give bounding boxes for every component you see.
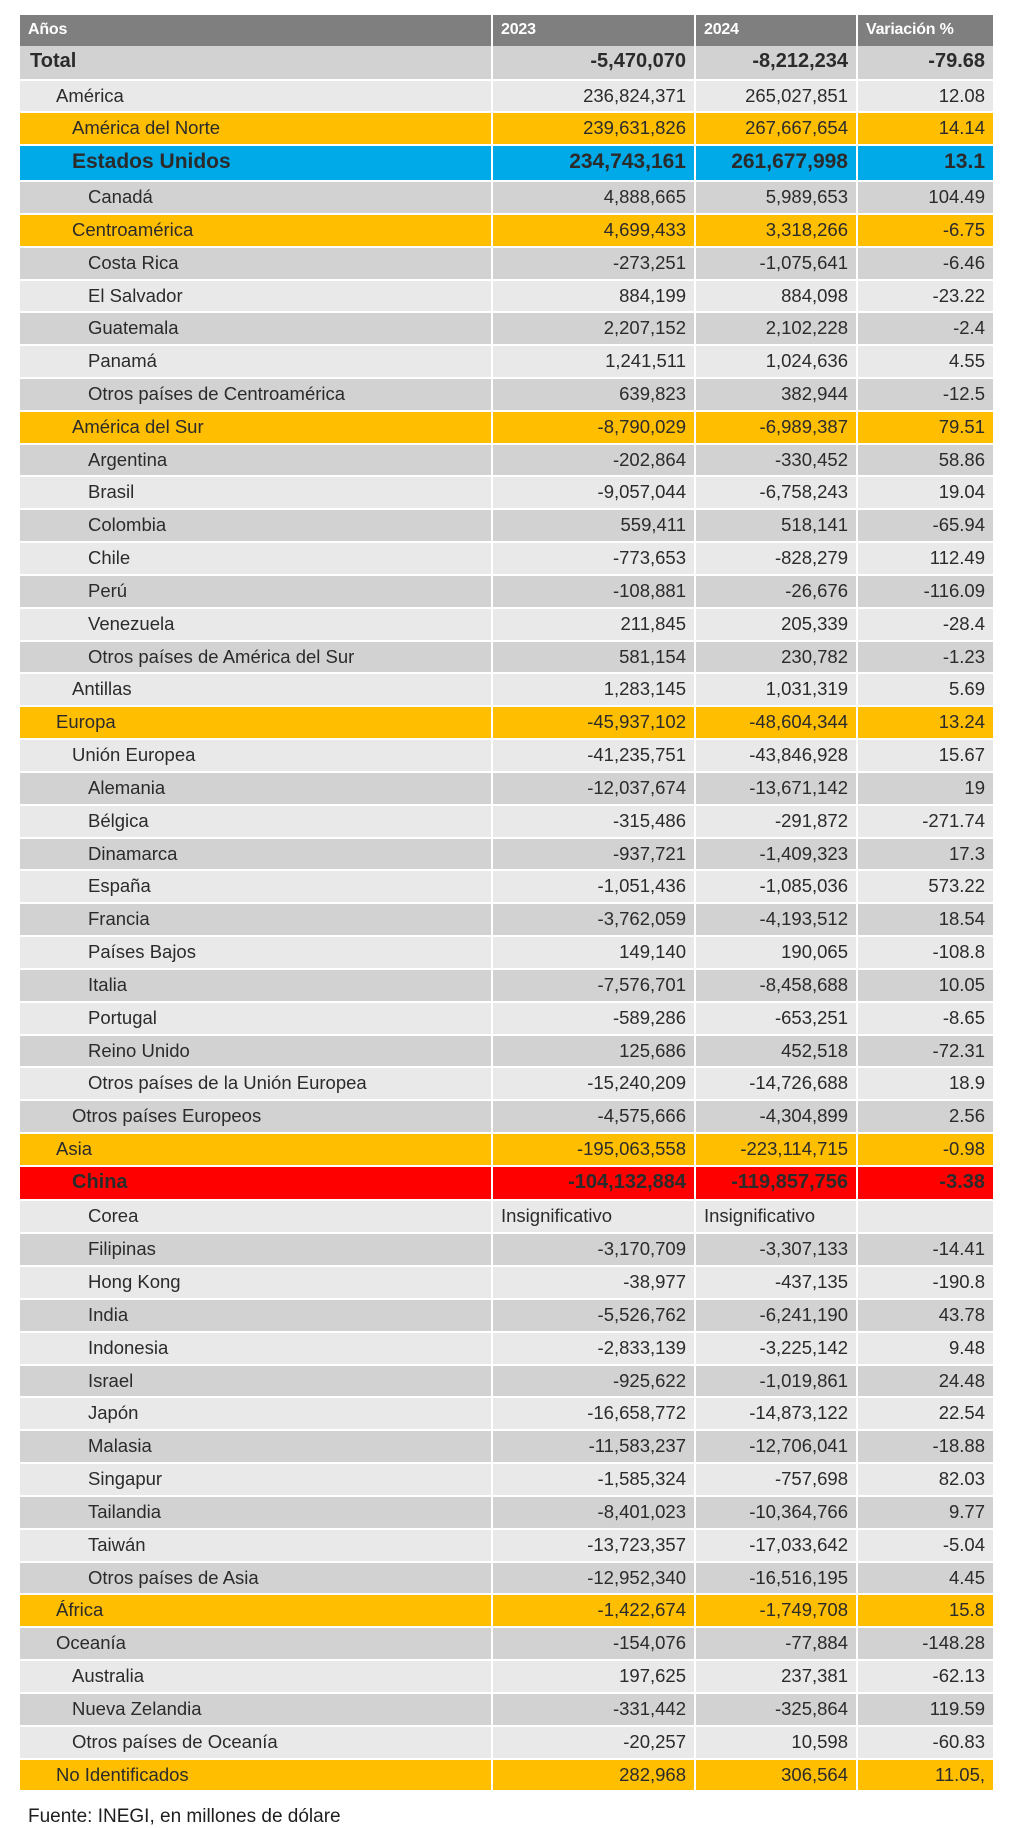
row-label: Centroamérica bbox=[20, 214, 492, 247]
row-label: Hong Kong bbox=[20, 1266, 492, 1299]
cell-y2024: -3,307,133 bbox=[695, 1233, 857, 1266]
cell-y2023: 559,411 bbox=[492, 509, 695, 542]
cell-variacion: 15.8 bbox=[857, 1594, 993, 1627]
cell-variacion: 11.05, bbox=[857, 1759, 993, 1792]
row-label: Reino Unido bbox=[20, 1035, 492, 1068]
cell-variacion: -271.74 bbox=[857, 805, 993, 838]
cell-y2023: -20,257 bbox=[492, 1726, 695, 1759]
row-label: África bbox=[20, 1594, 492, 1627]
cell-variacion: 18.54 bbox=[857, 903, 993, 936]
table-row bbox=[20, 1332, 993, 1365]
cell-y2024: -1,019,861 bbox=[695, 1365, 857, 1398]
cell-variacion: 4.45 bbox=[857, 1562, 993, 1595]
cell-y2024: 190,065 bbox=[695, 936, 857, 969]
row-label: Otros países de la Unión Europea bbox=[20, 1067, 492, 1100]
cell-variacion: -6.46 bbox=[857, 247, 993, 280]
cell-y2023: 149,140 bbox=[492, 936, 695, 969]
cell-variacion: 43.78 bbox=[857, 1299, 993, 1332]
table-row bbox=[20, 378, 993, 411]
cell-variacion: 19.04 bbox=[857, 476, 993, 509]
cell-y2024: -14,726,688 bbox=[695, 1067, 857, 1100]
cell-y2023: -7,576,701 bbox=[492, 969, 695, 1002]
cell-y2023: -1,051,436 bbox=[492, 870, 695, 903]
cell-y2023: -16,658,772 bbox=[492, 1397, 695, 1430]
row-label: Japón bbox=[20, 1397, 492, 1430]
table-row bbox=[20, 80, 993, 113]
table-row bbox=[20, 1200, 993, 1233]
cell-variacion: 119.59 bbox=[857, 1693, 993, 1726]
cell-variacion: 82.03 bbox=[857, 1463, 993, 1496]
cell-variacion: -116.09 bbox=[857, 575, 993, 608]
row-label: Australia bbox=[20, 1660, 492, 1693]
cell-y2023: 239,631,826 bbox=[492, 112, 695, 145]
cell-variacion: -72.31 bbox=[857, 1035, 993, 1068]
cell-variacion: -14.41 bbox=[857, 1233, 993, 1266]
cell-variacion: 79.51 bbox=[857, 411, 993, 444]
table-row bbox=[20, 1233, 993, 1266]
cell-y2023: -3,762,059 bbox=[492, 903, 695, 936]
cell-y2024: 518,141 bbox=[695, 509, 857, 542]
cell-y2024: 267,667,654 bbox=[695, 112, 857, 145]
cell-y2023: -11,583,237 bbox=[492, 1430, 695, 1463]
cell-y2024: -330,452 bbox=[695, 444, 857, 477]
cell-y2023: -925,622 bbox=[492, 1365, 695, 1398]
cell-y2024: -14,873,122 bbox=[695, 1397, 857, 1430]
cell-variacion: 104.49 bbox=[857, 181, 993, 214]
cell-y2024: -8,212,234 bbox=[695, 46, 857, 80]
cell-y2024: 2,102,228 bbox=[695, 312, 857, 345]
cell-y2024: 1,024,636 bbox=[695, 345, 857, 378]
cell-y2023: 211,845 bbox=[492, 608, 695, 641]
cell-y2023: -5,470,070 bbox=[492, 46, 695, 80]
cell-y2024: 306,564 bbox=[695, 1759, 857, 1792]
table-row bbox=[20, 345, 993, 378]
row-label: Nueva Zelandia bbox=[20, 1693, 492, 1726]
table-row bbox=[20, 1133, 993, 1166]
cell-y2024: 237,381 bbox=[695, 1660, 857, 1693]
table-row bbox=[20, 805, 993, 838]
row-label: Europa bbox=[20, 706, 492, 739]
cell-variacion: 15.67 bbox=[857, 739, 993, 772]
row-label: España bbox=[20, 870, 492, 903]
cell-y2023: 197,625 bbox=[492, 1660, 695, 1693]
cell-variacion: 573.22 bbox=[857, 870, 993, 903]
row-label: Portugal bbox=[20, 1002, 492, 1035]
table-row bbox=[20, 1693, 993, 1726]
table-row bbox=[20, 1100, 993, 1133]
cell-y2024: -10,364,766 bbox=[695, 1496, 857, 1529]
row-label: Panamá bbox=[20, 345, 492, 378]
row-label: América del Sur bbox=[20, 411, 492, 444]
table-row bbox=[20, 575, 993, 608]
cell-y2023: -154,076 bbox=[492, 1627, 695, 1660]
cell-y2023: -15,240,209 bbox=[492, 1067, 695, 1100]
table-row bbox=[20, 969, 993, 1002]
row-label: Perú bbox=[20, 575, 492, 608]
row-label: Tailandia bbox=[20, 1496, 492, 1529]
row-label: Otros países de Asia bbox=[20, 1562, 492, 1595]
cell-variacion: -190.8 bbox=[857, 1266, 993, 1299]
cell-y2023: -937,721 bbox=[492, 838, 695, 871]
cell-variacion: -62.13 bbox=[857, 1660, 993, 1693]
cell-y2023: -331,442 bbox=[492, 1693, 695, 1726]
table-row bbox=[20, 608, 993, 641]
table-row bbox=[20, 1562, 993, 1595]
row-label: Chile bbox=[20, 542, 492, 575]
cell-variacion: 5.69 bbox=[857, 673, 993, 706]
table-row bbox=[20, 1035, 993, 1068]
cell-variacion: 112.49 bbox=[857, 542, 993, 575]
cell-y2024: -291,872 bbox=[695, 805, 857, 838]
table-row bbox=[20, 444, 993, 477]
table-row bbox=[20, 247, 993, 280]
cell-y2024: Insignificativo bbox=[695, 1200, 857, 1233]
cell-y2024: -653,251 bbox=[695, 1002, 857, 1035]
cell-y2024: -6,758,243 bbox=[695, 476, 857, 509]
table-row bbox=[20, 1660, 993, 1693]
table-row bbox=[20, 46, 993, 80]
row-label: Costa Rica bbox=[20, 247, 492, 280]
table-row bbox=[20, 903, 993, 936]
row-label: Malasia bbox=[20, 1430, 492, 1463]
table-row bbox=[20, 1397, 993, 1430]
table-row bbox=[20, 145, 993, 181]
row-label: Argentina bbox=[20, 444, 492, 477]
cell-y2023: 581,154 bbox=[492, 641, 695, 674]
table-row bbox=[20, 870, 993, 903]
table-row bbox=[20, 838, 993, 871]
cell-variacion: 12.08 bbox=[857, 80, 993, 113]
cell-y2023: -1,422,674 bbox=[492, 1594, 695, 1627]
column-header-variacion: Variación % bbox=[857, 15, 993, 46]
cell-y2023: -5,526,762 bbox=[492, 1299, 695, 1332]
cell-variacion: -23.22 bbox=[857, 280, 993, 313]
balanza-comercial-table bbox=[20, 15, 993, 1792]
cell-variacion: -60.83 bbox=[857, 1726, 993, 1759]
cell-variacion: -3.38 bbox=[857, 1166, 993, 1201]
row-label: Brasil bbox=[20, 476, 492, 509]
row-label: Bélgica bbox=[20, 805, 492, 838]
cell-variacion: 10.05 bbox=[857, 969, 993, 1002]
cell-y2023: 4,699,433 bbox=[492, 214, 695, 247]
cell-variacion: 13.24 bbox=[857, 706, 993, 739]
cell-variacion: -148.28 bbox=[857, 1627, 993, 1660]
cell-y2024: -325,864 bbox=[695, 1693, 857, 1726]
row-label: Otros países de Centroamérica bbox=[20, 378, 492, 411]
cell-variacion: 4.55 bbox=[857, 345, 993, 378]
cell-y2023: -41,235,751 bbox=[492, 739, 695, 772]
table-row bbox=[20, 1529, 993, 1562]
row-label: Otros países de América del Sur bbox=[20, 641, 492, 674]
table-row bbox=[20, 706, 993, 739]
cell-variacion: -2.4 bbox=[857, 312, 993, 345]
row-label: Alemania bbox=[20, 772, 492, 805]
row-label: América del Norte bbox=[20, 112, 492, 145]
table-row bbox=[20, 936, 993, 969]
cell-y2024: 382,944 bbox=[695, 378, 857, 411]
cell-variacion: 9.77 bbox=[857, 1496, 993, 1529]
cell-y2024: 3,318,266 bbox=[695, 214, 857, 247]
row-label: Total bbox=[20, 46, 492, 80]
cell-y2023: 1,241,511 bbox=[492, 345, 695, 378]
table-row bbox=[20, 772, 993, 805]
cell-y2024: 1,031,319 bbox=[695, 673, 857, 706]
table-row bbox=[20, 1299, 993, 1332]
cell-y2024: -119,857,756 bbox=[695, 1166, 857, 1201]
table-row bbox=[20, 1759, 993, 1792]
cell-variacion: 19 bbox=[857, 772, 993, 805]
cell-y2024: -77,884 bbox=[695, 1627, 857, 1660]
table-row bbox=[20, 1002, 993, 1035]
cell-variacion: -6.75 bbox=[857, 214, 993, 247]
cell-y2023: -315,486 bbox=[492, 805, 695, 838]
cell-y2023: 282,968 bbox=[492, 1759, 695, 1792]
row-label: Israel bbox=[20, 1365, 492, 1398]
cell-y2024: -26,676 bbox=[695, 575, 857, 608]
cell-y2023: -104,132,884 bbox=[492, 1166, 695, 1201]
table-row bbox=[20, 509, 993, 542]
column-header-anios: Años bbox=[20, 15, 492, 46]
cell-y2023: -273,251 bbox=[492, 247, 695, 280]
cell-variacion: 2.56 bbox=[857, 1100, 993, 1133]
row-label: Colombia bbox=[20, 509, 492, 542]
row-label: Estados Unidos bbox=[20, 145, 492, 181]
cell-y2024: -13,671,142 bbox=[695, 772, 857, 805]
cell-y2024: -223,114,715 bbox=[695, 1133, 857, 1166]
row-label: Otros países de Oceanía bbox=[20, 1726, 492, 1759]
cell-y2024: 10,598 bbox=[695, 1726, 857, 1759]
table-row bbox=[20, 1365, 993, 1398]
row-label: China bbox=[20, 1166, 492, 1201]
column-header-2023: 2023 bbox=[492, 15, 695, 46]
cell-y2023: -1,585,324 bbox=[492, 1463, 695, 1496]
cell-y2023: 639,823 bbox=[492, 378, 695, 411]
table-row bbox=[20, 112, 993, 145]
cell-y2023: -195,063,558 bbox=[492, 1133, 695, 1166]
cell-y2024: -828,279 bbox=[695, 542, 857, 575]
cell-y2024: 261,677,998 bbox=[695, 145, 857, 181]
cell-y2023: -4,575,666 bbox=[492, 1100, 695, 1133]
cell-y2023: -13,723,357 bbox=[492, 1529, 695, 1562]
table-row bbox=[20, 1726, 993, 1759]
cell-y2023: 236,824,371 bbox=[492, 80, 695, 113]
cell-y2024: -43,846,928 bbox=[695, 739, 857, 772]
cell-y2024: -6,989,387 bbox=[695, 411, 857, 444]
table-row bbox=[20, 1496, 993, 1529]
cell-y2024: -48,604,344 bbox=[695, 706, 857, 739]
cell-y2024: -757,698 bbox=[695, 1463, 857, 1496]
row-label: No Identificados bbox=[20, 1759, 492, 1792]
cell-variacion: -28.4 bbox=[857, 608, 993, 641]
cell-y2023: 125,686 bbox=[492, 1035, 695, 1068]
cell-variacion: -5.04 bbox=[857, 1529, 993, 1562]
cell-y2023: -8,401,023 bbox=[492, 1496, 695, 1529]
row-label: Guatemala bbox=[20, 312, 492, 345]
cell-y2023: -9,057,044 bbox=[492, 476, 695, 509]
cell-variacion: -0.98 bbox=[857, 1133, 993, 1166]
cell-y2024: -1,085,036 bbox=[695, 870, 857, 903]
row-label: Francia bbox=[20, 903, 492, 936]
row-label: Antillas bbox=[20, 673, 492, 706]
cell-y2024: -1,409,323 bbox=[695, 838, 857, 871]
row-label: Indonesia bbox=[20, 1332, 492, 1365]
cell-y2024: 884,098 bbox=[695, 280, 857, 313]
table-row bbox=[20, 641, 993, 674]
cell-y2024: -1,749,708 bbox=[695, 1594, 857, 1627]
row-label: Unión Europea bbox=[20, 739, 492, 772]
table-row bbox=[20, 1463, 993, 1496]
cell-y2024: -1,075,641 bbox=[695, 247, 857, 280]
table-row bbox=[20, 542, 993, 575]
cell-y2023: -202,864 bbox=[492, 444, 695, 477]
row-label: Singapur bbox=[20, 1463, 492, 1496]
cell-y2023: -2,833,139 bbox=[492, 1332, 695, 1365]
table-row bbox=[20, 739, 993, 772]
cell-y2023: -108,881 bbox=[492, 575, 695, 608]
row-label: Taiwán bbox=[20, 1529, 492, 1562]
row-label: India bbox=[20, 1299, 492, 1332]
table-row bbox=[20, 1166, 993, 1201]
cell-y2023: 1,283,145 bbox=[492, 673, 695, 706]
cell-variacion: 24.48 bbox=[857, 1365, 993, 1398]
cell-y2024: -8,458,688 bbox=[695, 969, 857, 1002]
table-header-row bbox=[20, 15, 993, 46]
cell-variacion: 14.14 bbox=[857, 112, 993, 145]
cell-y2023: -773,653 bbox=[492, 542, 695, 575]
row-label: América bbox=[20, 80, 492, 113]
cell-y2024: 205,339 bbox=[695, 608, 857, 641]
cell-y2023: 2,207,152 bbox=[492, 312, 695, 345]
table-row bbox=[20, 1594, 993, 1627]
cell-y2024: -437,135 bbox=[695, 1266, 857, 1299]
table-row bbox=[20, 1266, 993, 1299]
row-label: El Salvador bbox=[20, 280, 492, 313]
cell-variacion: -8.65 bbox=[857, 1002, 993, 1035]
table-row bbox=[20, 1627, 993, 1660]
table-row bbox=[20, 1430, 993, 1463]
cell-y2023: -45,937,102 bbox=[492, 706, 695, 739]
cell-variacion: -79.68 bbox=[857, 46, 993, 80]
table-row bbox=[20, 312, 993, 345]
cell-y2023: -8,790,029 bbox=[492, 411, 695, 444]
column-header-2024: 2024 bbox=[695, 15, 857, 46]
cell-variacion: -18.88 bbox=[857, 1430, 993, 1463]
row-label: Venezuela bbox=[20, 608, 492, 641]
table-body bbox=[20, 46, 993, 1791]
cell-y2023: Insignificativo bbox=[492, 1200, 695, 1233]
row-label: Corea bbox=[20, 1200, 492, 1233]
table-row bbox=[20, 280, 993, 313]
cell-variacion: 13.1 bbox=[857, 145, 993, 181]
row-label: Filipinas bbox=[20, 1233, 492, 1266]
cell-variacion: -108.8 bbox=[857, 936, 993, 969]
table-row bbox=[20, 411, 993, 444]
cell-y2023: -589,286 bbox=[492, 1002, 695, 1035]
cell-variacion: 17.3 bbox=[857, 838, 993, 871]
cell-variacion: 58.86 bbox=[857, 444, 993, 477]
cell-y2024: 230,782 bbox=[695, 641, 857, 674]
table-row bbox=[20, 673, 993, 706]
cell-variacion: -12.5 bbox=[857, 378, 993, 411]
row-label: Dinamarca bbox=[20, 838, 492, 871]
cell-y2023: 4,888,665 bbox=[492, 181, 695, 214]
table-row bbox=[20, 476, 993, 509]
cell-y2024: -12,706,041 bbox=[695, 1430, 857, 1463]
cell-y2024: -6,241,190 bbox=[695, 1299, 857, 1332]
row-label: Oceanía bbox=[20, 1627, 492, 1660]
cell-y2024: -3,225,142 bbox=[695, 1332, 857, 1365]
cell-y2024: 265,027,851 bbox=[695, 80, 857, 113]
cell-variacion: 22.54 bbox=[857, 1397, 993, 1430]
row-label: Italia bbox=[20, 969, 492, 1002]
table-row bbox=[20, 181, 993, 214]
source-note: Fuente: INEGI, en millones de dólare bbox=[28, 1806, 341, 1828]
row-label: Asia bbox=[20, 1133, 492, 1166]
cell-y2023: -3,170,709 bbox=[492, 1233, 695, 1266]
cell-y2023: -38,977 bbox=[492, 1266, 695, 1299]
row-label: Otros países Europeos bbox=[20, 1100, 492, 1133]
table-row bbox=[20, 1067, 993, 1100]
table-row bbox=[20, 214, 993, 247]
row-label: Países Bajos bbox=[20, 936, 492, 969]
cell-variacion: 9.48 bbox=[857, 1332, 993, 1365]
cell-variacion: -1.23 bbox=[857, 641, 993, 674]
table-header bbox=[20, 15, 993, 46]
cell-variacion bbox=[857, 1200, 993, 1233]
cell-y2024: 5,989,653 bbox=[695, 181, 857, 214]
cell-y2023: 884,199 bbox=[492, 280, 695, 313]
cell-y2024: -17,033,642 bbox=[695, 1529, 857, 1562]
cell-y2024: -16,516,195 bbox=[695, 1562, 857, 1595]
cell-y2023: 234,743,161 bbox=[492, 145, 695, 181]
cell-y2023: -12,037,674 bbox=[492, 772, 695, 805]
cell-y2023: -12,952,340 bbox=[492, 1562, 695, 1595]
cell-y2024: -4,193,512 bbox=[695, 903, 857, 936]
cell-y2024: -4,304,899 bbox=[695, 1100, 857, 1133]
row-label: Canadá bbox=[20, 181, 492, 214]
cell-variacion: 18.9 bbox=[857, 1067, 993, 1100]
cell-y2024: 452,518 bbox=[695, 1035, 857, 1068]
cell-variacion: -65.94 bbox=[857, 509, 993, 542]
